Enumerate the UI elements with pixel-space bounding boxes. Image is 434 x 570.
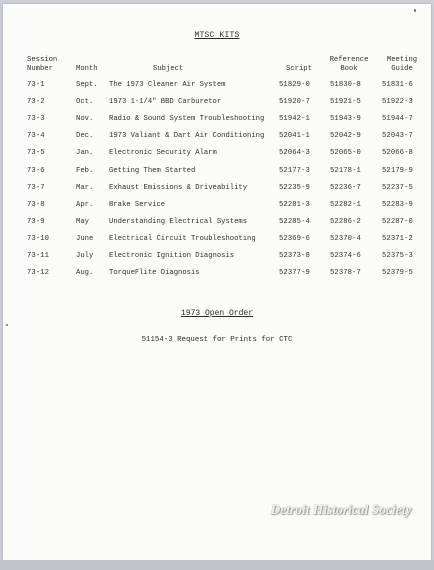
cell-reference: 52178-1 — [330, 166, 361, 175]
open-order-item: 51154-3 Request for Prints for CTC — [141, 336, 293, 344]
cell-session: 73-4 — [27, 132, 45, 141]
header-reference-line2: Book — [340, 65, 358, 73]
cell-session: 73-5 — [27, 149, 45, 158]
cell-subject: Brake Service — [109, 200, 166, 209]
cell-month: Nov. — [76, 115, 94, 124]
cell-script: 52373-8 — [279, 252, 310, 260]
header-meeting-line1: Meeting — [386, 56, 418, 64]
cell-session: 73-6 — [27, 166, 45, 175]
cell-session: 73-10 — [27, 234, 50, 243]
cell-meeting: 52043-7 — [382, 132, 413, 141]
cell-subject: Getting Them Started — [109, 166, 196, 175]
cell-session: 73-1 — [27, 81, 45, 89]
header-reference-line1: Reference — [329, 56, 369, 64]
header-session-line2: Number — [27, 65, 53, 73]
cell-session: 73-11 — [27, 252, 50, 260]
scan-edge — [0, 560, 434, 570]
cell-subject: 1973 1-1/4" BBD Carburetor — [109, 98, 222, 107]
cell-script: 52281-3 — [279, 200, 310, 209]
cell-meeting: 51944-7 — [382, 115, 413, 124]
cell-reference: 51921-5 — [330, 98, 361, 107]
header-session — [27, 56, 57, 74]
cell-script: 52041-1 — [279, 132, 310, 141]
cell-reference: 52065-0 — [330, 149, 361, 158]
cell-meeting: 51922-3 — [382, 98, 413, 107]
header-reference — [322, 56, 376, 74]
cell-reference: 52042-9 — [330, 132, 361, 141]
header-month: Month — [76, 65, 98, 73]
header-meeting — [377, 56, 427, 74]
cell-reference: 52378-7 — [330, 269, 361, 278]
cell-script: 52377-9 — [279, 269, 310, 278]
cell-meeting: 51831-6 — [382, 81, 413, 89]
cell-subject: Electrical Circuit Troubleshooting — [109, 234, 256, 243]
cell-month: Aug. — [76, 269, 94, 278]
header-meeting-line2: Guide — [391, 65, 413, 73]
header-subject: Subject — [153, 65, 184, 73]
cell-meeting: 52237-5 — [382, 183, 413, 192]
cell-month: Feb. — [76, 166, 94, 175]
cell-subject: Electronic Ignition Diagnosis — [109, 252, 235, 260]
cell-month: Mar. — [76, 183, 94, 192]
cell-script: 51920-7 — [279, 98, 310, 107]
cell-session: 73-9 — [27, 217, 45, 226]
cell-subject: Exhaust Emissions & Driveability — [109, 183, 248, 192]
cell-meeting: 52066-8 — [382, 149, 413, 158]
cell-session: 73-2 — [27, 98, 45, 107]
cell-reference: 51943-9 — [330, 115, 361, 124]
cell-month: Sept. — [76, 81, 98, 89]
cell-month: July — [76, 252, 94, 260]
cell-reference: 52374-6 — [330, 252, 361, 260]
cell-meeting: 52179-9 — [382, 166, 413, 175]
cell-meeting: 52379-5 — [382, 269, 413, 278]
document-title: MTSC KITS — [194, 31, 240, 40]
cell-month: Jan. — [76, 149, 94, 158]
cell-subject: Electronic Security Alarm — [109, 149, 217, 158]
cell-session: 73-8 — [27, 200, 45, 209]
header-session-line1: Session — [27, 56, 58, 64]
cell-meeting: 52287-0 — [382, 217, 413, 226]
cell-script: 52285-4 — [279, 217, 310, 226]
cell-subject: Radio & Sound System Troubleshooting — [109, 115, 265, 124]
paper-speck — [414, 9, 416, 12]
cell-reference: 51830-8 — [330, 81, 361, 89]
paper-speck — [6, 324, 8, 326]
cell-reference: 52286-2 — [330, 217, 361, 226]
header-script: Script — [286, 65, 312, 73]
cell-script: 51829-0 — [279, 81, 310, 89]
cell-session: 73-7 — [27, 183, 45, 192]
cell-meeting: 52371-2 — [382, 234, 413, 243]
cell-month: Oct. — [76, 98, 94, 107]
cell-session: 73-12 — [27, 269, 50, 278]
cell-subject: 1973 Valiant & Dart Air Conditioning — [109, 132, 265, 141]
cell-subject: Understanding Electrical Systems — [109, 217, 248, 226]
open-order-title: 1973 Open Order — [180, 309, 253, 318]
cell-subject: The 1973 Cleaner Air System — [109, 81, 226, 89]
cell-meeting: 52375-3 — [382, 252, 413, 260]
cell-script: 52177-3 — [279, 166, 310, 175]
cell-reference: 52370-4 — [330, 234, 361, 243]
cell-reference: 52282-1 — [330, 200, 361, 209]
cell-script: 52369-6 — [279, 234, 310, 243]
cell-month: Apr. — [76, 200, 94, 209]
cell-subject: TorqueFlite Diagnosis — [109, 269, 200, 278]
cell-month: May — [76, 217, 89, 226]
cell-meeting: 52283-9 — [382, 200, 413, 209]
cell-month: Dec. — [76, 132, 94, 141]
cell-session: 73-3 — [27, 115, 45, 124]
cell-script: 52235-9 — [279, 183, 310, 192]
cell-script: 52064-3 — [279, 149, 310, 158]
cell-script: 51942-1 — [279, 115, 310, 124]
cell-month: June — [76, 234, 94, 243]
cell-reference: 52236-7 — [330, 183, 361, 192]
watermark: Detroit Historical Society — [270, 502, 412, 517]
